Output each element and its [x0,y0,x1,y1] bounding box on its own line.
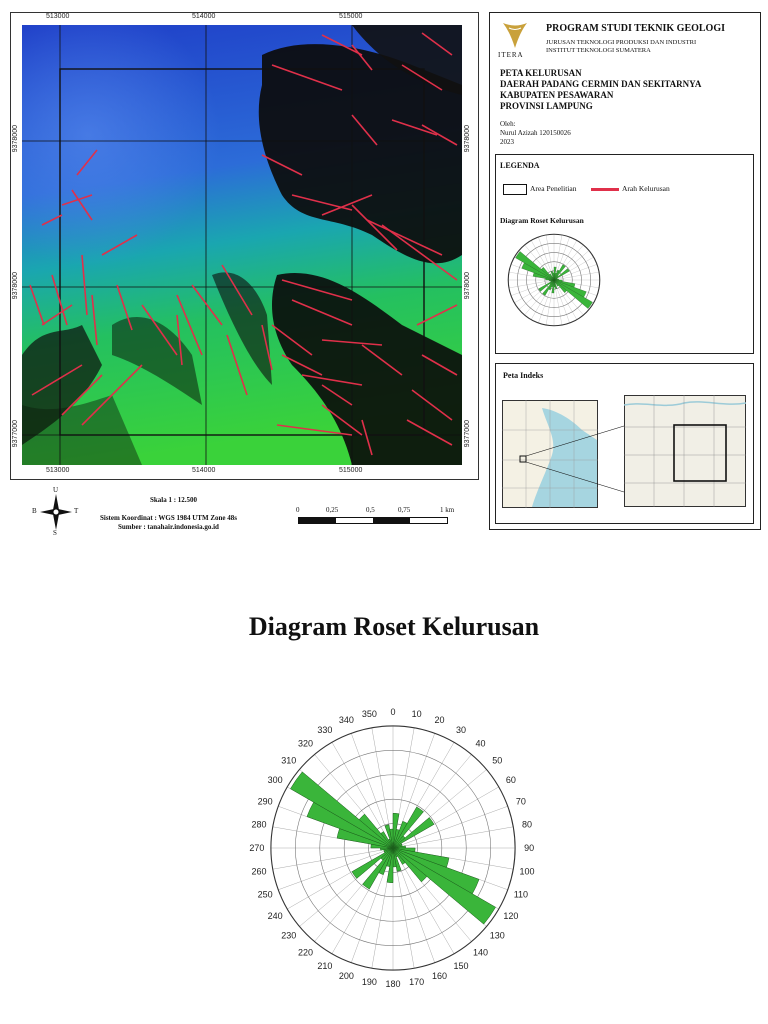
right-tick-2: 9378000 [464,272,471,300]
right-tick-3: 9377000 [464,420,471,448]
rose-angle-label: 110 [513,889,529,900]
rose-angle-label: 140 [472,947,488,958]
rose-angle-label: 180 [385,979,401,990]
scale-bar [298,517,448,524]
bottom-tick-3: 515000 [339,467,363,474]
dem-map [22,25,462,465]
bottom-tick-1: 513000 [46,467,70,474]
scale-label-0: 0 [296,506,300,514]
compass-rose [36,490,79,534]
by-label: Oleh: [500,120,516,128]
rose-angle-label: 150 [453,960,469,971]
rose-angle-label: 90 [524,843,535,853]
bottom-tick-2: 514000 [192,467,216,474]
rose-angle-label: 300 [267,774,283,785]
rose-angle-label: 70 [515,796,526,807]
rose-angle-label: 250 [257,889,273,900]
scale-text: Skala 1 : 12.500 [150,496,198,504]
index-map-detail [624,395,746,507]
left-tick-3: 9377000 [12,420,19,448]
index-title: Peta Indeks [503,371,544,380]
right-tick-1: 9378000 [464,125,471,153]
index-connector-lines [520,424,630,494]
logo-text: ITERA [498,51,524,59]
rose-angle-label: 30 [456,725,467,736]
rose-angle-label: 160 [432,970,448,981]
rose-angle-label: 80 [522,819,533,830]
coord-system: Sistem Koordinat : WGS 1984 UTM Zone 48s [100,514,237,522]
left-tick-1: 9378000 [12,125,19,153]
rose-angle-label: 220 [298,947,314,958]
top-tick-1: 513000 [46,13,70,20]
compass-west: B [32,507,37,515]
rose-angle-label: 210 [317,960,333,971]
dept-line-2: INSTITUT TEKNOLOGI SUMATERA [546,47,651,54]
map-title-3: KABUPATEN PESAWARAN [500,90,614,100]
compass-north: U [53,486,59,494]
rose-angle-label: 320 [298,738,314,749]
legend-title: LEGENDA [500,161,540,170]
scale-label-4: 1 km [440,506,455,514]
program-name: PROGRAM STUDI TEKNIK GEOLOGI [546,23,726,34]
rose-angle-label: 100 [519,866,535,877]
map-title-1: PETA KELURUSAN [500,68,582,78]
rose-angle-label: 10 [411,708,422,719]
map-source: Sumber : tanahair.indonesia.go.id [118,523,219,531]
rose-angle-label: 240 [267,911,283,922]
rose-angle-label: 200 [338,970,354,981]
scale-label-2: 0,5 [366,506,375,514]
author: Nurul Azizah 120150026 [500,129,571,137]
rose-angle-label: 330 [317,725,333,736]
rose-angle-label: 280 [251,819,267,830]
legend-line-swatch [591,188,619,191]
scale-label-3: 0,75 [398,506,411,514]
top-tick-3: 515000 [339,13,363,20]
rose-angle-label: 310 [281,755,297,766]
legend-area-swatch [503,184,527,195]
mini-rose [502,228,606,332]
top-tick-2: 514000 [192,13,216,20]
rose-angle-label: 350 [361,708,377,719]
rose-angle-label: 40 [475,738,486,749]
rose-angle-label: 340 [338,715,354,726]
compass-east: T [74,507,79,515]
itera-logo [500,20,530,50]
rose-title: Diagram Roset Kelurusan [248,612,540,641]
rose-diagram [228,683,558,1013]
rose-angle-label: 60 [505,774,516,785]
rose-angle-label: 170 [409,977,425,988]
year: 2023 [500,138,514,146]
rose-angle-label: 190 [361,977,377,988]
rose-angle-label: 270 [249,843,265,853]
rose-angle-label: 130 [489,930,505,941]
dept-line-1: JURUSAN TEKNOLOGI PRODUKSI DAN INDUSTRI [546,39,697,46]
legend-rose-title: Diagram Roset Kelurusan [500,216,584,225]
rose-angle-label: 230 [281,930,297,941]
map-title-4: PROVINSI LAMPUNG [500,101,593,111]
rose-angle-label: 260 [251,866,267,877]
legend-line-label: Arah Kelurusan [622,184,670,193]
rose-angle-label: 20 [434,715,445,726]
rose-angle-label: 50 [492,755,503,766]
rose-angle-label: 290 [257,796,273,807]
left-tick-2: 9378000 [12,272,19,300]
legend-area-label: Area Penelitian [530,184,577,193]
rose-angle-label: 120 [503,911,519,922]
rose-angle-label: 0 [390,706,396,717]
scale-label-1: 0,25 [326,506,339,514]
map-title-2: DAERAH PADANG CERMIN DAN SEKITARNYA [500,79,702,89]
compass-south: S [53,529,57,537]
